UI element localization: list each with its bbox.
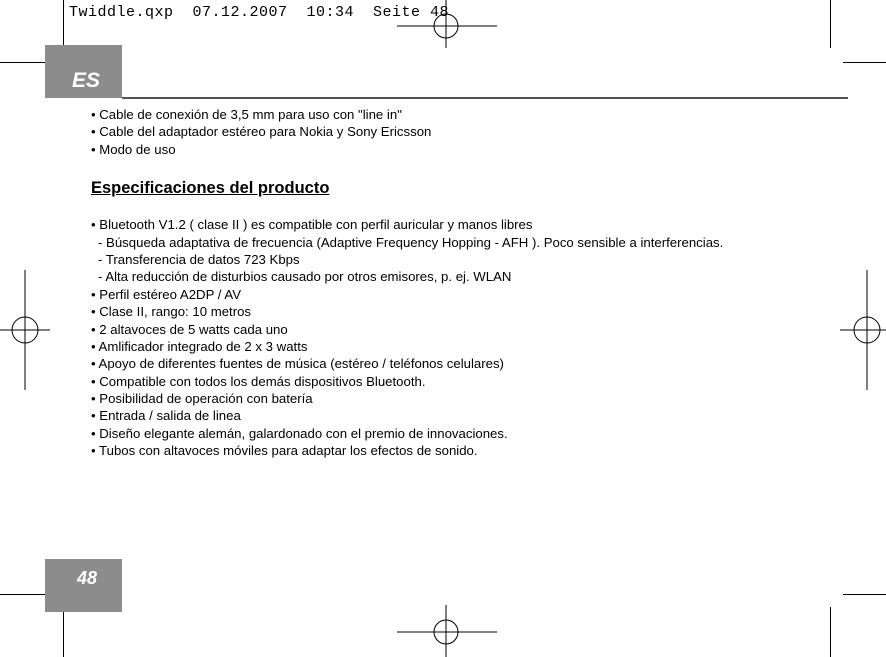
language-label: ES [72,69,101,92]
list-item: • Diseño elegante alemán, galardonado con el premio de innovaciones. [91,425,508,441]
crop-mark [830,607,831,657]
crop-mark [843,62,886,63]
list-item: • Amlificador integrado de 2 x 3 watts [91,338,308,354]
registration-mark-icon [397,605,497,657]
registration-mark-icon [0,270,50,390]
list-item: • Posibilidad de operación con batería [91,391,313,407]
crop-mark [63,0,64,48]
crop-mark [830,0,831,48]
language-tab [45,45,122,98]
list-item: • Cable de conexión de 3,5 mm para uso con "line in" [91,107,402,122]
list-item: • Cable del adaptador estéreo para Nokia y Sony Ericsson [91,124,432,140]
registration-mark-icon [840,270,886,390]
sub-list-item: - Transferencia de datos 723 Kbps [98,251,300,267]
section-heading: Especificaciones del producto [91,179,330,198]
list-item: • Perfil estéreo A2DP / AV [91,286,241,302]
header-rule [122,97,848,99]
page-number: 48 [77,568,98,588]
list-item: • 2 altavoces de 5 watts cada uno [91,321,288,337]
list-item: • Entrada / salida de linea [91,408,241,424]
page-content [91,106,831,460]
crop-mark [0,594,45,595]
registration-mark-icon [397,0,497,60]
sub-list-item: - Búsqueda adaptativa de frecuencia (Adaptive Frequency Hopping - AFH ). Poco sensible a interferencias. [98,234,724,250]
print-slug: Twiddle.qxp 07.12.2007 10:34 Seite 48 [69,4,450,21]
list-item: • Modo de uso [91,141,176,157]
list-item: • Tubos con altavoces móviles para adaptar los efectos de sonido. [91,443,478,459]
list-item: • Apoyo de diferentes fuentes de música (estéreo / teléfonos celulares) [91,356,504,372]
list-item: • Clase II, rango: 10 metros [91,304,252,320]
list-item: • Bluetooth V1.2 ( clase II ) es compatible con perfil auricular y manos libres [91,217,533,233]
page-number-tab [45,559,122,612]
crop-mark [843,594,886,595]
crop-mark [0,62,45,63]
crop-mark [63,607,64,657]
sub-list-item: - Alta reducción de disturbios causado por otros emisores, p. ej. WLAN [98,269,512,285]
list-item: • Compatible con todos los demás dispositivos Bluetooth. [91,373,426,389]
